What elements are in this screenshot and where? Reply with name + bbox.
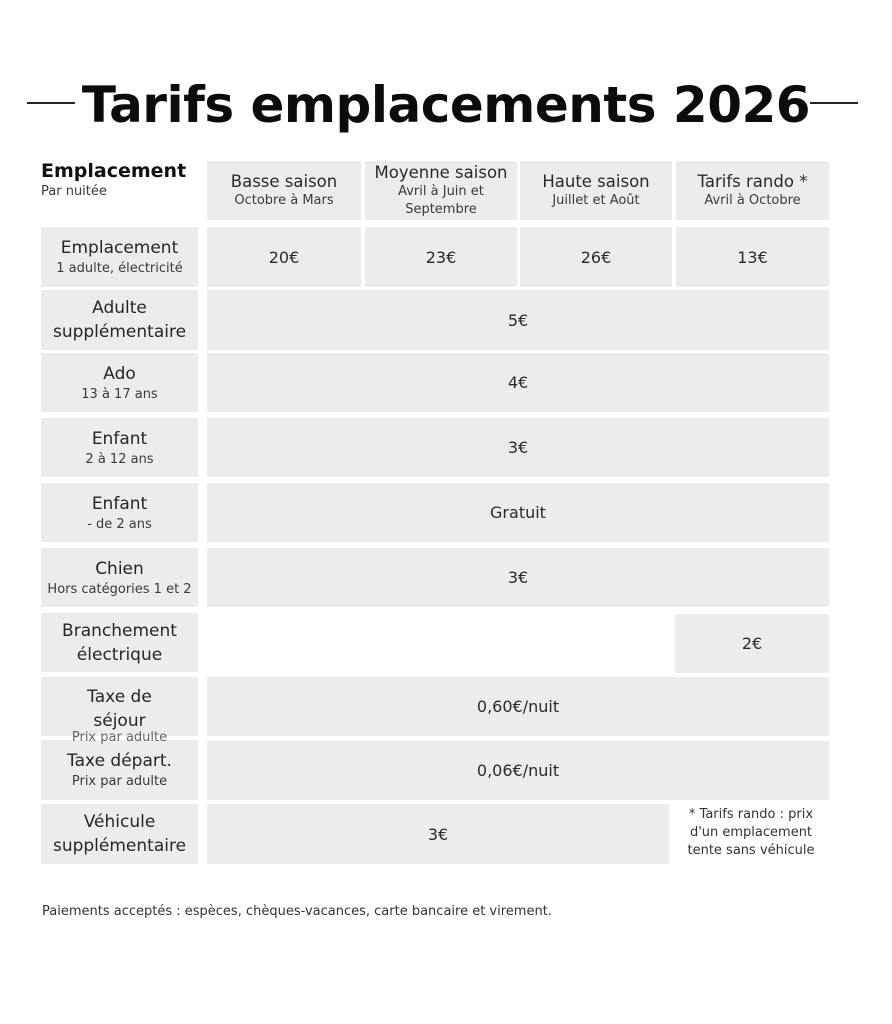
row-label-main: Branchement électrique (62, 620, 177, 665)
header-main: Haute saison (542, 172, 650, 191)
row-label-sub: Prix par adulte (71, 774, 168, 789)
row-label-main: Emplacement (60, 238, 179, 258)
price-vehicule (207, 804, 669, 864)
corner-title: Emplacement (41, 160, 187, 182)
header-sub: Juillet et Août (552, 193, 640, 208)
row-label-emplacement (41, 227, 198, 287)
page-title: Tarifs emplacements 2026 (81, 76, 811, 134)
price-value: 13€ (737, 247, 768, 267)
header-main: Tarifs rando * (697, 172, 808, 191)
header-main: Basse saison (230, 172, 338, 191)
header-tarifs-rando (676, 161, 829, 220)
row-label-main: Taxe départ. (67, 751, 172, 771)
price-emplacement-rando (676, 227, 829, 287)
row-label-sub: 13 à 17 ans (81, 386, 158, 402)
row-label-adulte (41, 290, 198, 350)
row-label-sub: 1 adulte, électricité (56, 261, 183, 276)
row-label-ado (41, 353, 198, 412)
price-value: 2€ (741, 634, 763, 653)
row-label-main: Adulte supplémentaire (52, 298, 187, 342)
row-label-main: Enfant (91, 428, 148, 449)
row-label-sub: - de 2 ans (87, 516, 152, 532)
price-value: 23€ (425, 247, 457, 267)
row-label-taxe-sejour (41, 677, 198, 745)
price-value: 0,60€/nuit (476, 697, 560, 716)
price-adulte (207, 290, 829, 350)
price-chien (207, 548, 829, 607)
row-label-main: Taxe de séjour (87, 687, 152, 731)
header-basse-saison (207, 161, 361, 220)
title-rule-right (810, 102, 858, 104)
price-taxe-depart (207, 741, 829, 800)
row-label-main: Chien (95, 558, 144, 579)
row-label-chien (41, 548, 198, 607)
row-label-main: Véhicule supplémentaire (52, 812, 187, 856)
price-ado (207, 353, 829, 412)
payment-footer: Paiements acceptés : espèces, chèques-vacances, carte bancaire et virement. (42, 904, 552, 919)
price-value: 5€ (507, 310, 529, 330)
row-label-sub: Hors catégories 1 et 2 (47, 581, 192, 597)
corner-subtitle: Par nuitée (41, 184, 107, 199)
price-value: 3€ (507, 568, 529, 587)
row-label-enfant (41, 418, 198, 477)
price-taxe-sejour (207, 677, 829, 736)
header-sub: Avril à Octobre (704, 193, 801, 208)
row-label-branchement (41, 613, 198, 672)
price-value: 3€ (427, 824, 449, 844)
price-emplacement-basse (207, 227, 361, 287)
price-enfant (207, 418, 829, 477)
price-value: 0,06€/nuit (476, 761, 560, 780)
header-moyenne-saison (365, 161, 517, 220)
header-main: Moyenne saison (374, 163, 508, 182)
row-label-sub: 2 à 12 ans (85, 451, 154, 467)
row-label-vehicule (41, 804, 198, 864)
header-sub: Octobre à Mars (234, 193, 334, 208)
header-sub: Avril à Juin et Septembre (398, 184, 484, 217)
price-value: 26€ (580, 247, 612, 267)
price-value: 4€ (507, 373, 529, 392)
row-label-bebe (41, 483, 198, 542)
header-haute-saison (520, 161, 672, 220)
row-label-main: Enfant (91, 493, 148, 514)
row-label-main: Ado (103, 363, 136, 384)
price-emplacement-haute (520, 227, 672, 287)
price-value: Gratuit (490, 503, 546, 522)
price-bebe (207, 483, 829, 542)
price-branchement (675, 614, 829, 673)
price-value: 3€ (507, 438, 529, 457)
price-value: 20€ (268, 247, 300, 267)
row-label-taxe-depart (41, 740, 198, 800)
corner-header (41, 160, 201, 220)
rando-note: * Tarifs rando : prix d'un emplacement tente sans véhicule (687, 807, 815, 858)
price-emplacement-moyenne (365, 227, 517, 287)
row-label-sub: Prix par adulte (71, 730, 168, 745)
